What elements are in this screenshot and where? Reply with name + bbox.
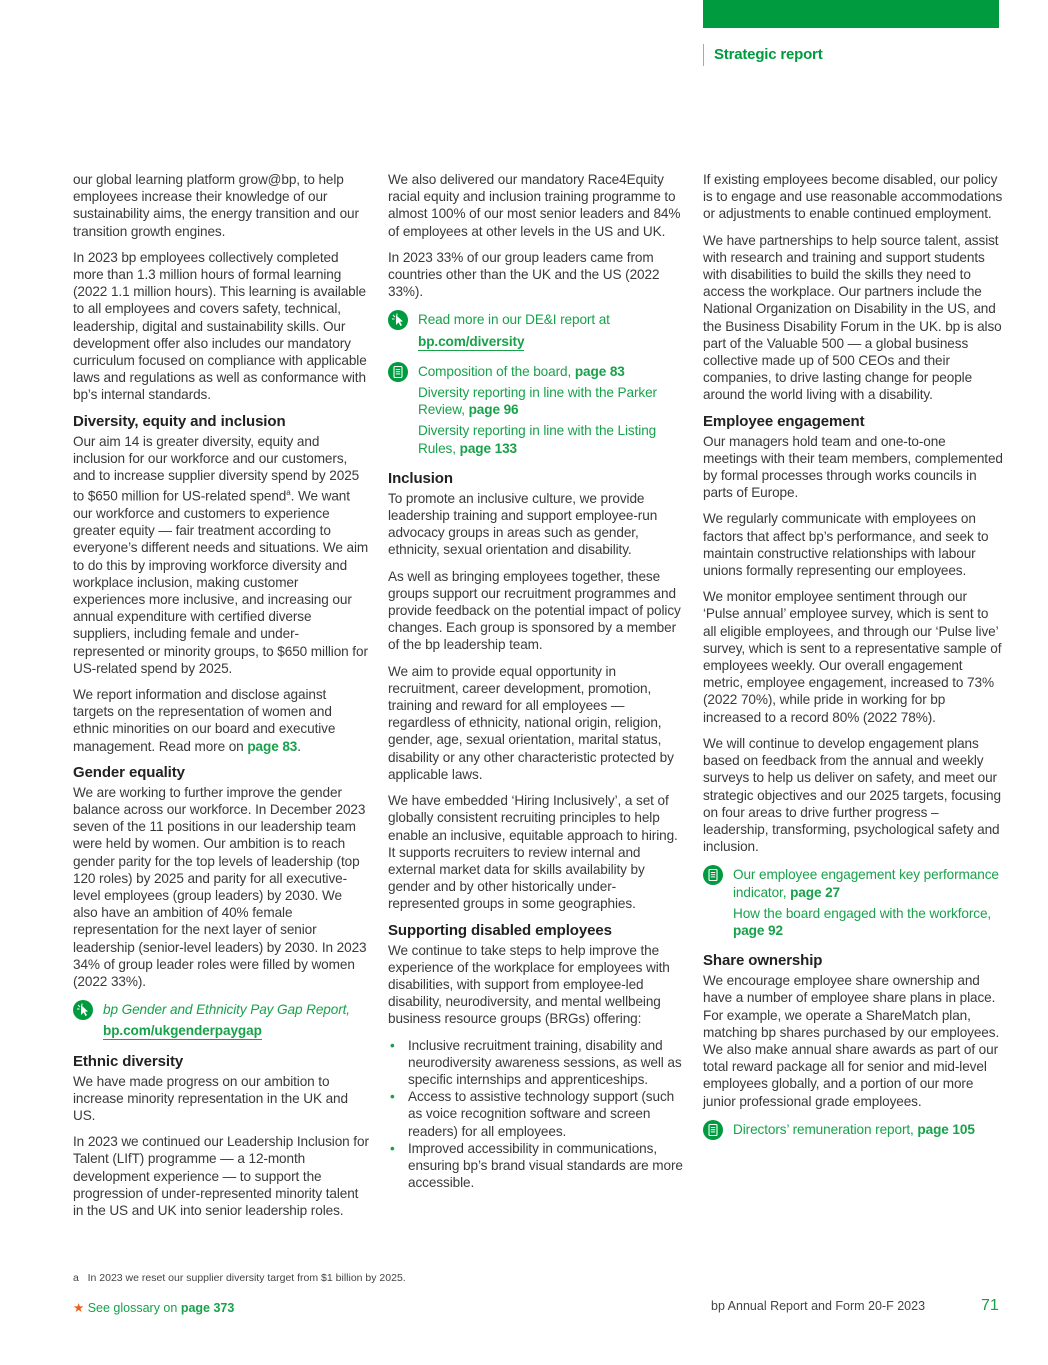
list-item: • Access to assistive technology support (such as voice recognition software and screen readers) for all employees.	[390, 1089, 675, 1139]
paragraph: If existing employees become disabled, our policy is to engage and use reasonable accommodations or adjustments to enable continued employment.	[703, 172, 1003, 222]
paragraph: We have partnerships to help source talent, assist with research and training and support students with disabilities to build the skills they need to access the workplace. Our partners include the National Organization on Disability in the US, and the Business Disability Forum in the UK. bp is also part of the Valuable 500 — a global business collective made up of 500 CEOs and their companies, to drive lasting change for people around the world living with a disability.	[703, 232, 1002, 403]
cross-reference-remuneration	[703, 1121, 1003, 1140]
paragraph: We are working to further improve the gender balance across our workforce. In December 2023 seven of the 11 positions in our leadership team were held by women. Our ambition is to reach gender parity for the top levels of leadership (top 120 roles) by 2025 and parity for all executive-level employees (group leaders) by 2030. We also have an ambition of 40% female representation for the next layer of senior leadership (senior-level leaders) by 2030. In 2023 34% of group leader roles were filled by women (2022 33%).	[73, 784, 367, 990]
heading-inclusion: Inclusion	[388, 469, 453, 487]
xref-title: Read more in our DE&I report at	[418, 312, 610, 328]
paragraph: In 2023 we continued our Leadership Inclusion for Talent (LIfT) programme — a 12-month development experience — to support the progression of under-represented minority talent in the US and UK into senior leadership roles.	[73, 1134, 369, 1219]
xref-url[interactable]: bp.com/ukgenderpaygap	[103, 1023, 262, 1039]
heading-disabled-employees: Supporting disabled employees	[388, 921, 612, 939]
paragraph: We have embedded ‘Hiring Inclusively’, a set of globally consistent recruiting principles to help enable an inclusive, equitable approach to hiring. It supports recruiters to review internal and external market data for skills availability by gender and by other historically under-represented groups in some geographies.	[388, 793, 678, 912]
paragraph: In 2023 bp employees collectively completed more than 1.3 million hours of formal learning (2022 1.1 million hours). This learning is available to all employees and covers safety, technical, leadership, digital and sustainability skills. Our development offer also includes our mandatory curriculum focused on compliance with applicable laws and regulations as well as conformance with bp’s internal standards.	[73, 249, 367, 403]
heading-employee-engagement: Employee engagement	[703, 412, 865, 430]
bullet-list	[388, 1037, 684, 1192]
glossary-link[interactable]: ★ See glossary on page 373	[73, 1301, 235, 1315]
web-link-icon	[388, 310, 408, 330]
paragraph: We report information and disclose against targets on the representation of women and ethnic minorities on our board and executive management. Read more on page 83.	[73, 687, 336, 754]
header-green-bar	[703, 0, 999, 28]
footnote-ref: a	[286, 488, 291, 498]
paragraph: We continue to take steps to help improve the experience of the workplace for employees with disabilities, with support from employee-led disability, neurodiversity, and mental wellbeing business resource groups (BRGs) offering:	[388, 942, 670, 1027]
cross-reference-pay-gap[interactable]	[73, 1001, 369, 1039]
xref-item[interactable]: Our employee engagement key performance indicator, page 27	[733, 867, 999, 900]
cross-reference-dei-report[interactable]	[388, 311, 684, 349]
column-1	[73, 171, 369, 1228]
paragraph: We will continue to develop engagement plans based on feedback from the annual and weekly surveys to help us deliver on safety, and meet our strategic objectives and our 2025 targets, focusing on four areas to drive further progress – leadership, transforming, psychological safety and inclusion.	[703, 735, 1001, 855]
xref-item[interactable]: Composition of the board, page 83	[418, 363, 625, 379]
document-icon	[703, 865, 723, 885]
paragraph: In 2023 33% of our group leaders came from countries other than the UK and the US (2022 33%).	[388, 249, 660, 300]
paragraph: We aim to provide equal opportunity in recruitment, career development, promotion, training and reward for all employees — regardless of ethnicity, national origin, religion, gender, age, sexual orientation, marital status, disability or any other characteristic protected by applicable laws.	[388, 663, 674, 782]
paragraph: We monitor employee sentiment through our ‘Pulse annual’ employee survey, which is sent to all eligible employees, and through our ‘Pulse live’ survey, which is sent to a representative sample of employees weekly. Our overall engagement metric, employee engagement, increased to 73% (2022 70%), while pride in working for bp increased to a record 80% (2022 78%).	[703, 589, 1002, 725]
xref-item[interactable]: How the board engaged with the workforce, page 92	[733, 905, 992, 938]
document-icon	[703, 1120, 723, 1140]
cross-reference-engagement	[703, 866, 1003, 939]
paragraph: To promote an inclusive culture, we provide leadership training and support employee-run advocacy groups in areas such as gender, ethnicity, sexual orientation and disability.	[388, 490, 658, 558]
heading-ethnic-diversity: Ethnic diversity	[73, 1052, 184, 1070]
paragraph: As well as bringing employees together, these groups support our recruitment programmes and provide feedback on the potential impact of policy changes. Each group is sponsored by a member of the bp leadership team.	[388, 568, 681, 653]
heading-gender-equality: Gender equality	[73, 763, 185, 781]
paragraph: our global learning platform grow@bp, to help employees increase their knowledge of our sustainability aims, the energy transition and our transition growth engines.	[73, 172, 359, 239]
paragraph: Our aim 14 is greater diversity, equity and inclusion for our workforce and our customers, and to increase supplier diversity spend by 2025 to $650 million for US-related spend$^a$. We want our workforce and customers to experience greater equity — fair treatment according to everyone’s different needs and situations. We aim to do this by improving workforce diversity and workplace inclusion, making customer experiences more inclusive, and increasing our annual expenditure with certified diverse suppliers, including female and under-represented or minority groups, to $650 million for US-related spend by 2025.	[73, 433, 369, 676]
page-link[interactable]: page 83	[247, 738, 298, 754]
column-2	[388, 171, 684, 1200]
xref-item[interactable]: Diversity reporting in line with the Listing Rules, page 133	[418, 423, 657, 456]
document-icon	[388, 362, 408, 382]
paragraph: Our managers hold team and one-to-one meetings with their team members, complemented by formal processes through works councils in parts of Europe.	[703, 433, 1003, 501]
xref-item[interactable]: Diversity reporting in line with the Parker Review, page 96	[418, 385, 657, 418]
report-name: bp Annual Report and Form 20-F 2023	[711, 1299, 926, 1313]
paragraph: We encourage employee share ownership and have a number of employee share plans in place. For example, we operate a ShareMatch plan, matching bp shares purchased by our employees. We also make annual share awards as part of our total reward package all for senior and mid-level employees globally, and a portion of our more junior professional grade employees.	[703, 973, 1000, 1109]
xref-item[interactable]: Directors’ remuneration report, page 105	[733, 1121, 975, 1137]
xref-title: bp Gender and Ethnicity Pay Gap Report,	[103, 1002, 350, 1018]
star-icon: ★	[73, 1301, 85, 1315]
section-label[interactable]: Strategic report	[703, 44, 823, 66]
heading-dei: Diversity, equity and inclusion	[73, 412, 286, 430]
heading-share-ownership: Share ownership	[703, 952, 823, 970]
paragraph: We regularly communicate with employees on factors that affect bp’s performance, and seek to maintain constructive relationships with labour unions formally representing our employees.	[703, 511, 989, 579]
cross-reference-board	[388, 363, 684, 457]
web-link-icon	[73, 1000, 93, 1020]
paragraph: We also delivered our mandatory Race4Equity racial equity and inclusion training programme to almost 100% of our most senior leaders and 84% of employees at other levels in the US and UK.	[388, 172, 681, 239]
xref-url[interactable]: bp.com/diversity	[418, 333, 525, 349]
list-item: • Improved accessibility in communications, ensuring bp’s brand visual standards are more accessible.	[390, 1140, 683, 1191]
footnote: a In 2023 we reset our supplier diversity target from $1 billion by 2025.	[73, 1272, 406, 1284]
column-3	[703, 171, 1003, 1153]
paragraph: We have made progress on our ambition to increase minority representation in the UK and US.	[73, 1073, 348, 1124]
page-number: 71	[981, 1297, 999, 1314]
list-item: • Inclusive recruitment training, disability and neurodiversity awareness sessions, as well as specific internships and apprenticeships.	[390, 1037, 682, 1087]
